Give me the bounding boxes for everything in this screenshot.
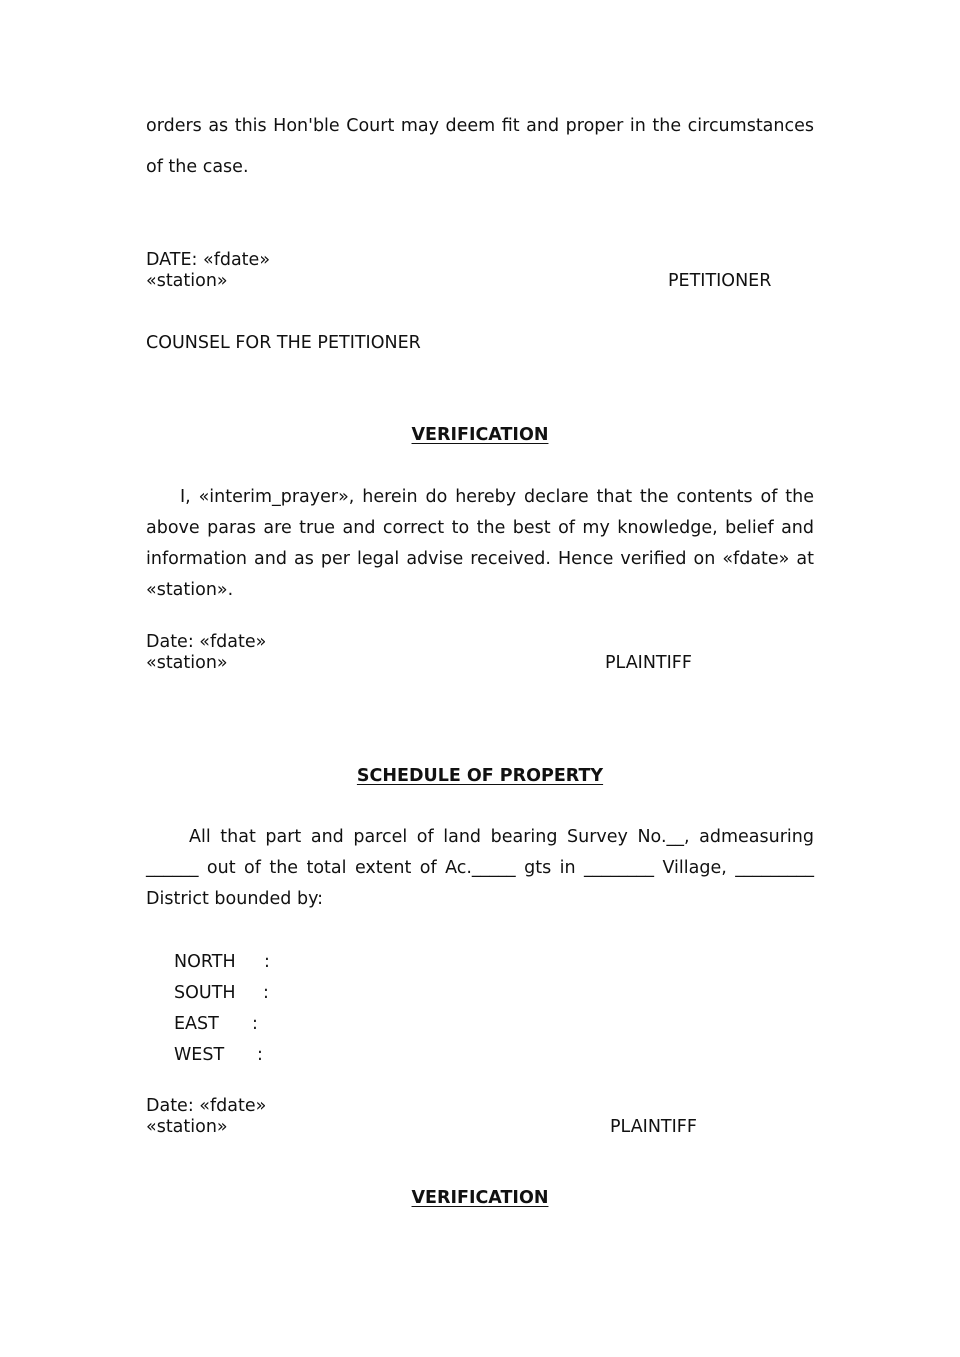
boundary-east-colon: :: [252, 1014, 258, 1034]
counsel-label: COUNSEL FOR THE PETITIONER: [146, 333, 421, 353]
schedule-heading: SCHEDULE OF PROPERTY: [356, 766, 604, 786]
signoff-petitioner: PETITIONER: [668, 271, 772, 291]
boundary-west-colon: :: [257, 1045, 263, 1065]
prayer-closing-paragraph: orders as this Hon'ble Court may deem fit and proper in the circumstances of the case.: [146, 116, 814, 177]
boundary-west-label: WEST: [174, 1045, 225, 1065]
schedule-body: All that part and parcel of land bearing Survey No.__, admeasuring ______ out of the total extent of Ac._____ gts in ________ Village, _________ District bounded by:: [146, 827, 814, 909]
verification-plaintiff: PLAINTIFF: [605, 653, 692, 673]
boundary-north-colon: :: [264, 952, 270, 972]
verification-station: «station»: [146, 653, 228, 673]
verification-date: Date: «fdate»: [146, 632, 267, 652]
signoff-date: DATE: «fdate»: [146, 250, 271, 270]
verification-heading: VERIFICATION: [411, 425, 549, 445]
boundary-east-label: EAST: [174, 1014, 219, 1034]
boundary-north-label: NORTH: [174, 952, 236, 972]
schedule-station: «station»: [146, 1117, 228, 1137]
verification-body: I, «interim_prayer», herein do hereby declare that the contents of the above paras are true and correct to the best of my knowledge, belief and information and as per legal advise received. Hence verified on «fdate» at «station».: [146, 487, 814, 600]
schedule-date: Date: «fdate»: [146, 1096, 267, 1116]
boundary-south-colon: :: [263, 983, 269, 1003]
schedule-plaintiff: PLAINTIFF: [610, 1117, 697, 1137]
signoff-station: «station»: [146, 271, 228, 291]
verification-heading-2: VERIFICATION: [411, 1188, 549, 1208]
boundary-south-label: SOUTH: [174, 983, 236, 1003]
